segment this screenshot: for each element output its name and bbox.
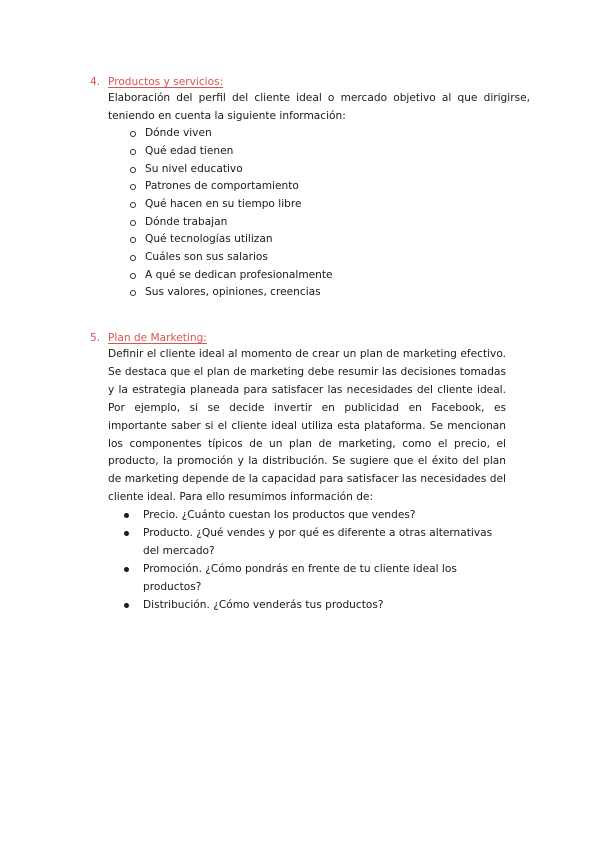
list-item: Qué tecnologías utilizan	[130, 231, 530, 249]
section-title: Plan de Marketing:	[108, 332, 207, 344]
section-intro: Elaboración del perfil del cliente ideal o mercado objetivo al que dirigirse, teniendo en cuenta la siguiente información:	[108, 92, 530, 122]
list-item: Promoción. ¿Cómo pondrás en frente de tu cliente ideal los productos?	[124, 561, 508, 597]
list-item: Patrones de comportamiento	[130, 178, 530, 196]
list-item: Su nivel educativo	[130, 161, 530, 179]
circle-bullet-icon	[130, 131, 136, 137]
disc-bullet-icon	[124, 513, 129, 518]
circle-bullet-icon	[130, 237, 136, 243]
list-item: A qué se dedican profesionalmente	[130, 267, 530, 285]
circle-bullet-icon	[130, 290, 136, 296]
info-list	[130, 125, 530, 302]
circle-bullet-icon	[130, 167, 136, 173]
section-marketing-plan	[90, 330, 530, 615]
circle-bullet-icon	[130, 149, 136, 155]
disc-bullet-icon	[124, 603, 129, 608]
list-item: Precio. ¿Cuánto cuestan los productos que vendes?	[124, 507, 508, 525]
section-heading	[90, 74, 530, 90]
section-products-services	[90, 74, 530, 302]
marketing-components-list	[124, 507, 508, 614]
section-paragraph: Definir el cliente ideal al momento de crear un plan de marketing efectivo. Se destaca que el plan de marketing debe resumir las decisiones tomadas y la estrategia planeada para satisfacer las necesidades del cliente ideal. Por ejemplo, si se decide invertir en publicidad en Facebook, es importante saber si el cliente ideal utiliza esta plataforma. Se mencionan los componentes típicos de un plan de marketing, como el precio, el producto, la promoción y la distribución. Se sugiere que el éxito del plan de marketing depende de la capacidad para satisfacer las necesidades del cliente ideal. Para ello resumimos información de:	[108, 348, 506, 504]
disc-bullet-icon	[124, 531, 129, 536]
list-item: Dónde viven	[130, 125, 530, 143]
circle-bullet-icon	[130, 184, 136, 190]
circle-bullet-icon	[130, 220, 136, 226]
list-item: Distribución. ¿Cómo venderás tus productos?	[124, 597, 508, 615]
section-number: 4.	[90, 76, 101, 88]
section-number: 5.	[90, 332, 101, 344]
list-item: Dónde trabajan	[130, 214, 530, 232]
disc-bullet-icon	[124, 567, 129, 572]
list-item: Sus valores, opiniones, creencias	[130, 284, 530, 302]
list-item: Producto. ¿Qué vendes y por qué es diferente a otras alternativas del mercado?	[124, 525, 508, 561]
section-title: Productos y servicios:	[108, 76, 224, 88]
list-item: Qué edad tienen	[130, 143, 530, 161]
circle-bullet-icon	[130, 202, 136, 208]
circle-bullet-icon	[130, 255, 136, 261]
section-heading	[90, 330, 530, 346]
list-item: Cuáles son sus salarios	[130, 249, 530, 267]
list-item: Qué hacen en su tiempo libre	[130, 196, 530, 214]
circle-bullet-icon	[130, 273, 136, 279]
